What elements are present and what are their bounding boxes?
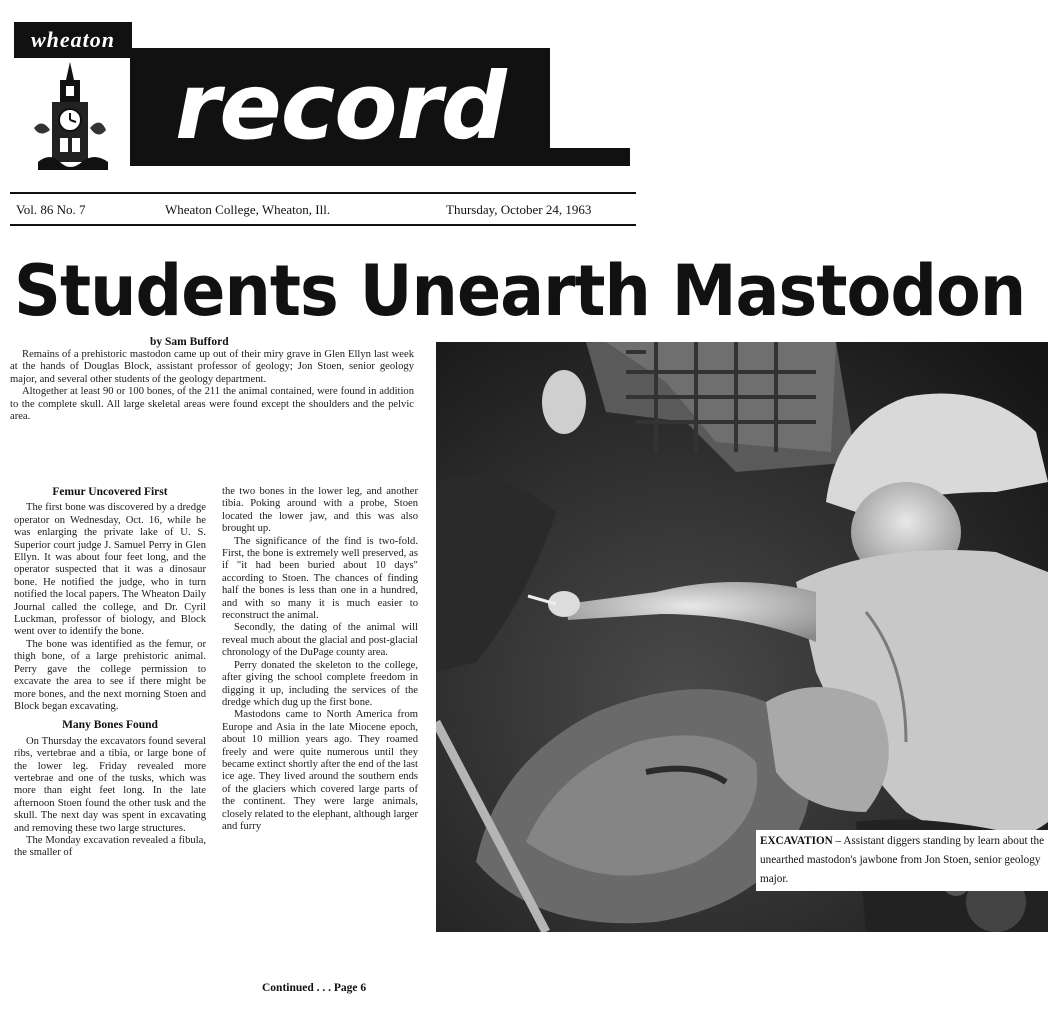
article-paragraph: On Thursday the excavators found several ribs, vertebrae and a tibia, or large bone of the lower leg. Friday revealed more vertebrae and one of the tusks, which was more than eight feet long. In the late afternoon Stoen found the other tusk and the skull. The next day was spent in excavating and removing these two large structures. bbox=[14, 735, 206, 834]
article-paragraph: Perry donated the skeleton to the college, after giving the school complete freedom in digging it up, including the services of the dredge which dug up the first bone. bbox=[222, 659, 418, 708]
masthead-kicker: wheaton bbox=[14, 22, 132, 58]
article-paragraph: Mastodons came to North America from Europe and Asia in the late Miocene epoch, about 10 million years ago. They roamed freely and were quite numerous until they became extinct shortly after the end of the last ice age. They lived around the southern ends of the glaciers which covered large parts of the continent. They were large animals, closely related to the elephant, although larger and furry bbox=[222, 709, 419, 832]
masthead-logo-underline bbox=[550, 148, 630, 166]
article-paragraph: The bone was identified as the femur, or thigh bone, of a large prehistoric animal. Perry gave the college permission to excavate the area to see if there might be more bones, and the next morning Stoen and Block began excavating. bbox=[14, 638, 206, 712]
dateline-rule-bottom bbox=[10, 224, 636, 226]
subhead-many-bones: Many Bones Found bbox=[62, 719, 158, 732]
subhead-femur: Femur Uncovered First bbox=[52, 486, 168, 498]
volume-number: Vol. 86 No. 7 bbox=[16, 202, 86, 217]
byline: by Sam Bufford bbox=[150, 336, 229, 348]
lede-text bbox=[10, 349, 414, 423]
lede-paragraph: Remains of a prehistoric mastodon came up out of their miry grave in Glen Ellyn last week at the hands of Douglas Block, assistant professor of geology; Jon Stoen, senior geology major, and several other students of the geology department. bbox=[10, 349, 414, 385]
clock-tower-icon bbox=[30, 58, 110, 188]
article-paragraph: Secondly, the dating of the animal will reveal much about the glacial and post-glacial chronology of the DuPage county area. bbox=[222, 622, 418, 659]
caption-text: – Assistant diggers standing by learn about the unearthed mastodon's jawbone from Jon Stoen, senior geology major. bbox=[760, 835, 1045, 885]
article-column-2 bbox=[222, 486, 418, 833]
publication-place: Wheaton College, Wheaton, Ill. bbox=[165, 202, 331, 217]
article-column-1 bbox=[14, 486, 206, 860]
article-paragraph: The first bone was discovered by a dredge operator on Wednesday, Oct. 16, while he was enlarging the private lake of U. S. Superior court judge J. Samuel Perry in Glen Ellyn. It was about four feet long, and the operator suspected that it was a dinosaur bone. He notified the judge, who in turn notified the local papers. The Wheaton Daily Journal called the college, and Dr. Cyril Luckman, professor of biology, and Block went over to identify the bone. bbox=[14, 502, 206, 638]
continued-jump-line: Continued . . . Page 6 bbox=[262, 982, 367, 994]
photo-caption bbox=[756, 830, 1052, 891]
masthead-title: record bbox=[175, 53, 506, 160]
dateline bbox=[10, 196, 636, 222]
dateline-rule-top bbox=[10, 192, 636, 194]
lede-paragraph: Altogether at least 90 or 100 bones, of the 211 the animal contained, were found in addition to the complete skull. All large skeletal areas were found except the shoulders and the pelvic area. bbox=[10, 386, 414, 423]
caption-lead: EXCAVATION bbox=[760, 835, 833, 847]
headline: Students Unearth Mastodon bbox=[14, 250, 1026, 332]
article-paragraph: The significance of the find is two-fold. First, the bone is extremely well preserved, as if "it had been buried about 10 days" according to Stoen. The chances of finding half the bones is less than one in a hundred, and with so many it is much easier to reconstruct the animal. bbox=[222, 535, 418, 622]
issue-date: Thursday, October 24, 1963 bbox=[446, 202, 592, 217]
article-paragraph: the two bones in the lower leg, and another tibia. Poking around with a probe, Stoen located the lower jaw, and this was also brought up. bbox=[222, 486, 418, 535]
article-paragraph: The Monday excavation revealed a fibula, the smaller of bbox=[14, 834, 206, 859]
